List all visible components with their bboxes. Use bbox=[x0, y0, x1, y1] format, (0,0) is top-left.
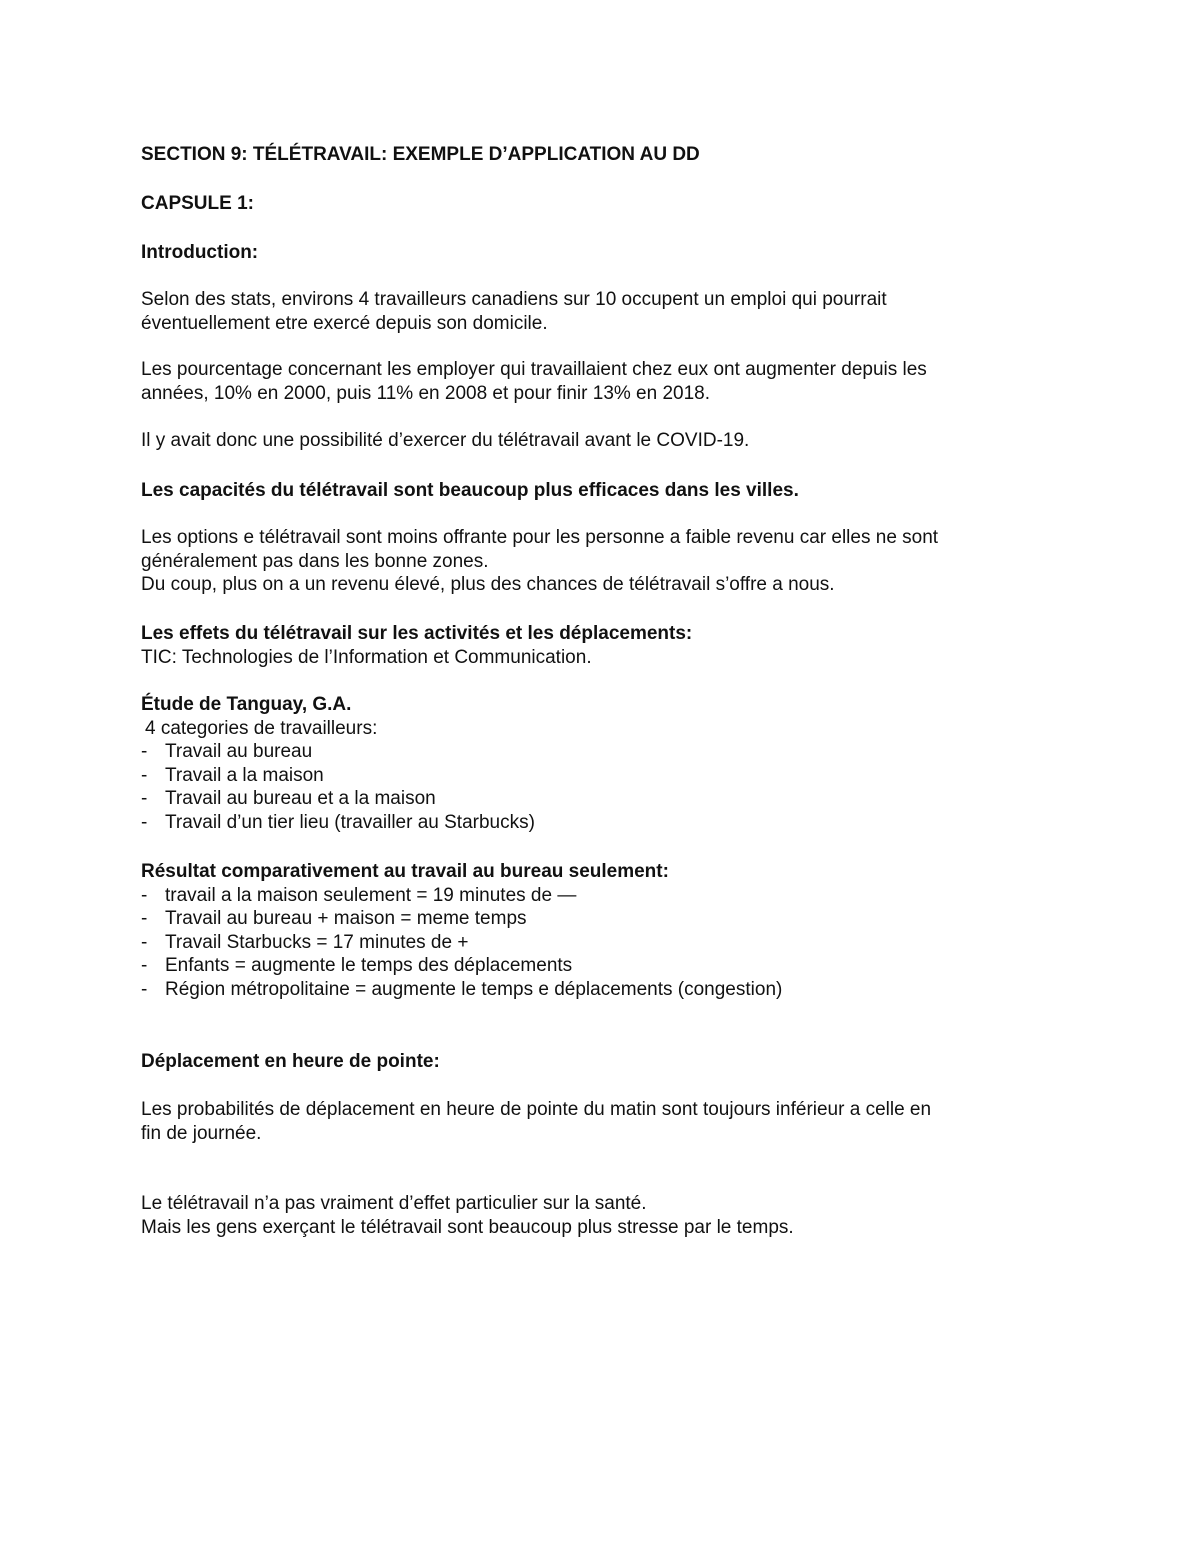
villes-paragraph: Les options e télétravail sont moins offrante pour les personne a faible revenu car elles ne sont généralement pas dans les bonne zones. Du coup, plus on a un revenu élevé, plus des chances de télétravail s’offre a nous. bbox=[141, 527, 939, 595]
sante-paragraph: Le télétravail n’a pas vraiment d’effet particulier sur la santé. Mais les gens exerçant le télétravail sont beaucoup plus stresse par le temps. bbox=[141, 1193, 794, 1238]
dash-bullet: - bbox=[141, 931, 148, 953]
pointe-heading: Déplacement en heure de pointe: bbox=[141, 1051, 440, 1072]
dash-bullet: - bbox=[141, 741, 148, 762]
dash-bullet: - bbox=[141, 884, 148, 906]
intro-heading: Introduction: bbox=[141, 242, 259, 263]
dash-bullet: - bbox=[141, 955, 148, 976]
intro-paragraph-2: Les pourcentage concernant les employer qui travaillaient chez eux ont augmenter depuis les années, 10% en 2000, puis 11% en 2008 et pour finir 13% en 2018. bbox=[141, 359, 927, 404]
etude-heading: Étude de Tanguay, G.A. bbox=[141, 694, 352, 715]
effets-heading: Les effets du télétravail sur les activités et les déplacements: bbox=[141, 623, 693, 644]
dash-bullet: - bbox=[141, 811, 148, 833]
pointe-paragraph: Les probabilités de déplacement en heure de pointe du matin sont toujours inférieur a celle en fin de journée. bbox=[141, 1099, 932, 1144]
effets-paragraph: TIC: Technologies de l’Information et Communication. bbox=[141, 646, 592, 668]
list-item: - travail a la maison seulement = 19 minutes de — bbox=[141, 884, 577, 906]
etude-intro: 4 categories de travailleurs: bbox=[145, 717, 378, 739]
list-item: - Travail au bureau + maison = meme temps bbox=[141, 908, 527, 929]
capsule-heading: CAPSULE 1: bbox=[141, 193, 254, 214]
list-item: - Travail Starbucks = 17 minutes de + bbox=[141, 931, 469, 953]
intro-paragraph-3: Il y avait donc une possibilité d’exercer du télétravail avant le COVID-19. bbox=[141, 430, 750, 451]
villes-heading: Les capacités du télétravail sont beaucoup plus efficaces dans les villes. bbox=[141, 480, 799, 501]
resultat-section bbox=[141, 860, 1071, 1001]
list-item: - Enfants = augmente le temps des déplacements bbox=[141, 955, 573, 976]
list-item: - Travail au bureau et a la maison bbox=[141, 788, 436, 809]
resultat-heading: Résultat comparativement au travail au bureau seulement: bbox=[141, 861, 669, 882]
list-item: - Travail d’un tier lieu (travailler au Starbucks) bbox=[141, 811, 535, 833]
intro-paragraph-1: Selon des stats, environs 4 travailleurs canadiens sur 10 occupent un emploi qui pourrait éventuellement etre exercé depuis son domicile. bbox=[141, 289, 887, 334]
dash-bullet: - bbox=[141, 788, 148, 809]
section-title: SECTION 9: TÉLÉTRAVAIL: EXEMPLE D’APPLICATION AU DD bbox=[141, 144, 700, 165]
effets-section bbox=[141, 622, 1071, 669]
dash-bullet: - bbox=[141, 978, 148, 1000]
list-item: - Région métropolitaine = augmente le temps e déplacements (congestion) bbox=[141, 978, 783, 1000]
list-item: - Travail au bureau bbox=[141, 741, 313, 762]
etude-section bbox=[141, 693, 1071, 834]
dash-bullet: - bbox=[141, 908, 148, 929]
dash-bullet: - bbox=[141, 764, 148, 786]
list-item: - Travail a la maison bbox=[141, 764, 324, 786]
